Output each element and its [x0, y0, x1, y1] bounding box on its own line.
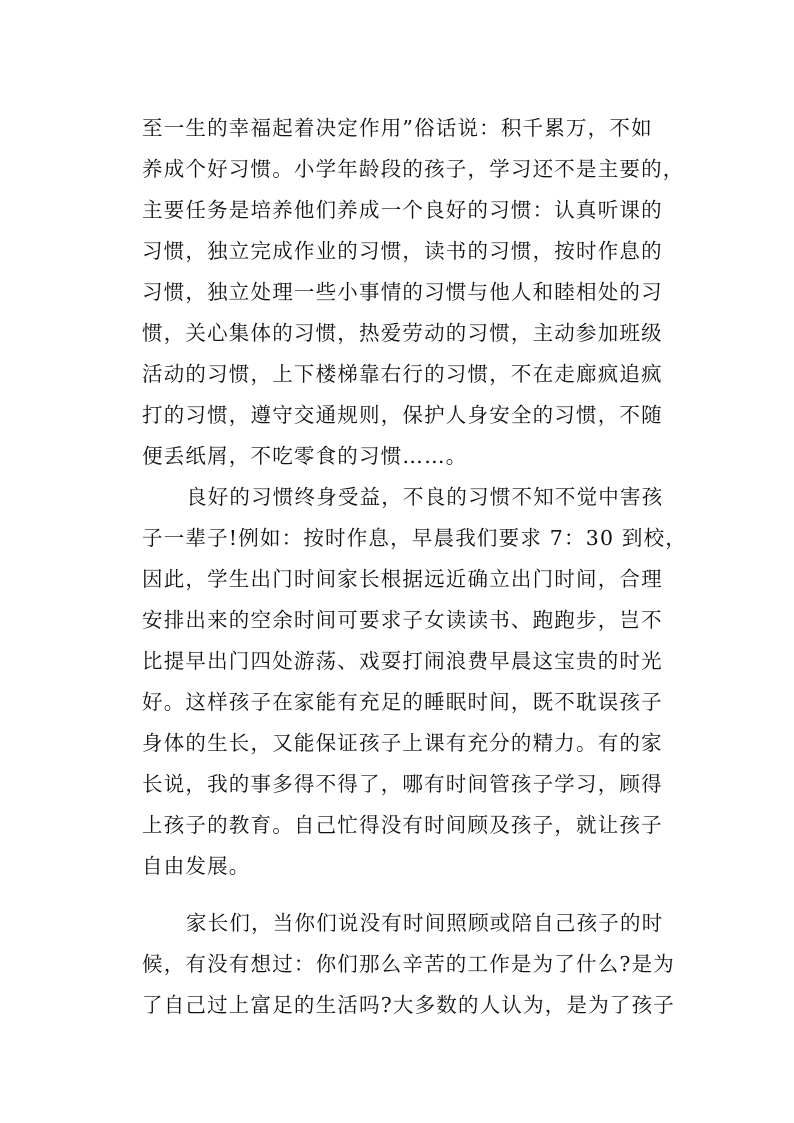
text-line: 了自己过上富足的生活吗?大多数的人认为，是为了孩子	[142, 993, 675, 1017]
text-line: 好。这样孩子在家能有充足的睡眠时间，既不耽误孩子	[142, 690, 663, 714]
text-line: 安排出来的空余时间可要求子女读读书、跑跑步，岂不	[142, 608, 663, 632]
text-line: 养成个好习惯。小学年龄段的孩子，学习还不是主要的，	[142, 157, 685, 181]
text-line: 候，有没有想过：你们那么辛苦的工作是为了什么?是为	[142, 952, 675, 976]
text-line: 上孩子的教育。自己忙得没有时间顾及孩子，就让孩子	[142, 813, 663, 837]
text-line: 因此，学生出门时间家长根据远近确立出门时间，合理	[142, 567, 663, 591]
text-line: 活动的习惯，上下楼梯靠右行的习惯，不在走廊疯追疯	[142, 362, 663, 386]
text-line: 便丢纸屑，不吃零食的习惯……。	[142, 444, 468, 468]
text-line: 惯，关心集体的习惯，热爱劳动的习惯，主动参加班级	[142, 321, 663, 345]
paragraph-first-line: 家长们，当你们说没有时间照顾或陪自己孩子的时	[186, 911, 664, 935]
text-line: 习惯，独立处理一些小事情的习惯与他人和睦相处的习	[142, 280, 663, 304]
text-line: 主要任务是培养他们养成一个良好的习惯：认真听课的	[142, 198, 663, 222]
text-line: 习惯，独立完成作业的习惯，读书的习惯，按时作息的	[142, 239, 663, 263]
text-line: 打的习惯，遵守交通规则，保护人身安全的习惯，不随	[142, 403, 663, 427]
text-line: 身体的生长，又能保证孩子上课有充分的精力。有的家	[142, 731, 663, 755]
paragraph-first-line: 良好的习惯终身受益，不良的习惯不知不觉中害孩	[186, 485, 664, 509]
text-line: 比提早出门四处游荡、戏耍打闹浪费早晨这宝贵的时光	[142, 649, 663, 673]
text-line: 自由发展。	[142, 854, 251, 878]
text-line: 子一辈子!例如：按时作息，早晨我们要求 7：30 到校，	[142, 526, 687, 550]
text-line: 长说，我的事多得不得了，哪有时间管孩子学习，顾得	[142, 772, 663, 796]
text-line: 至一生的幸福起着决定作用”俗话说：积千累万，不如	[142, 116, 653, 140]
